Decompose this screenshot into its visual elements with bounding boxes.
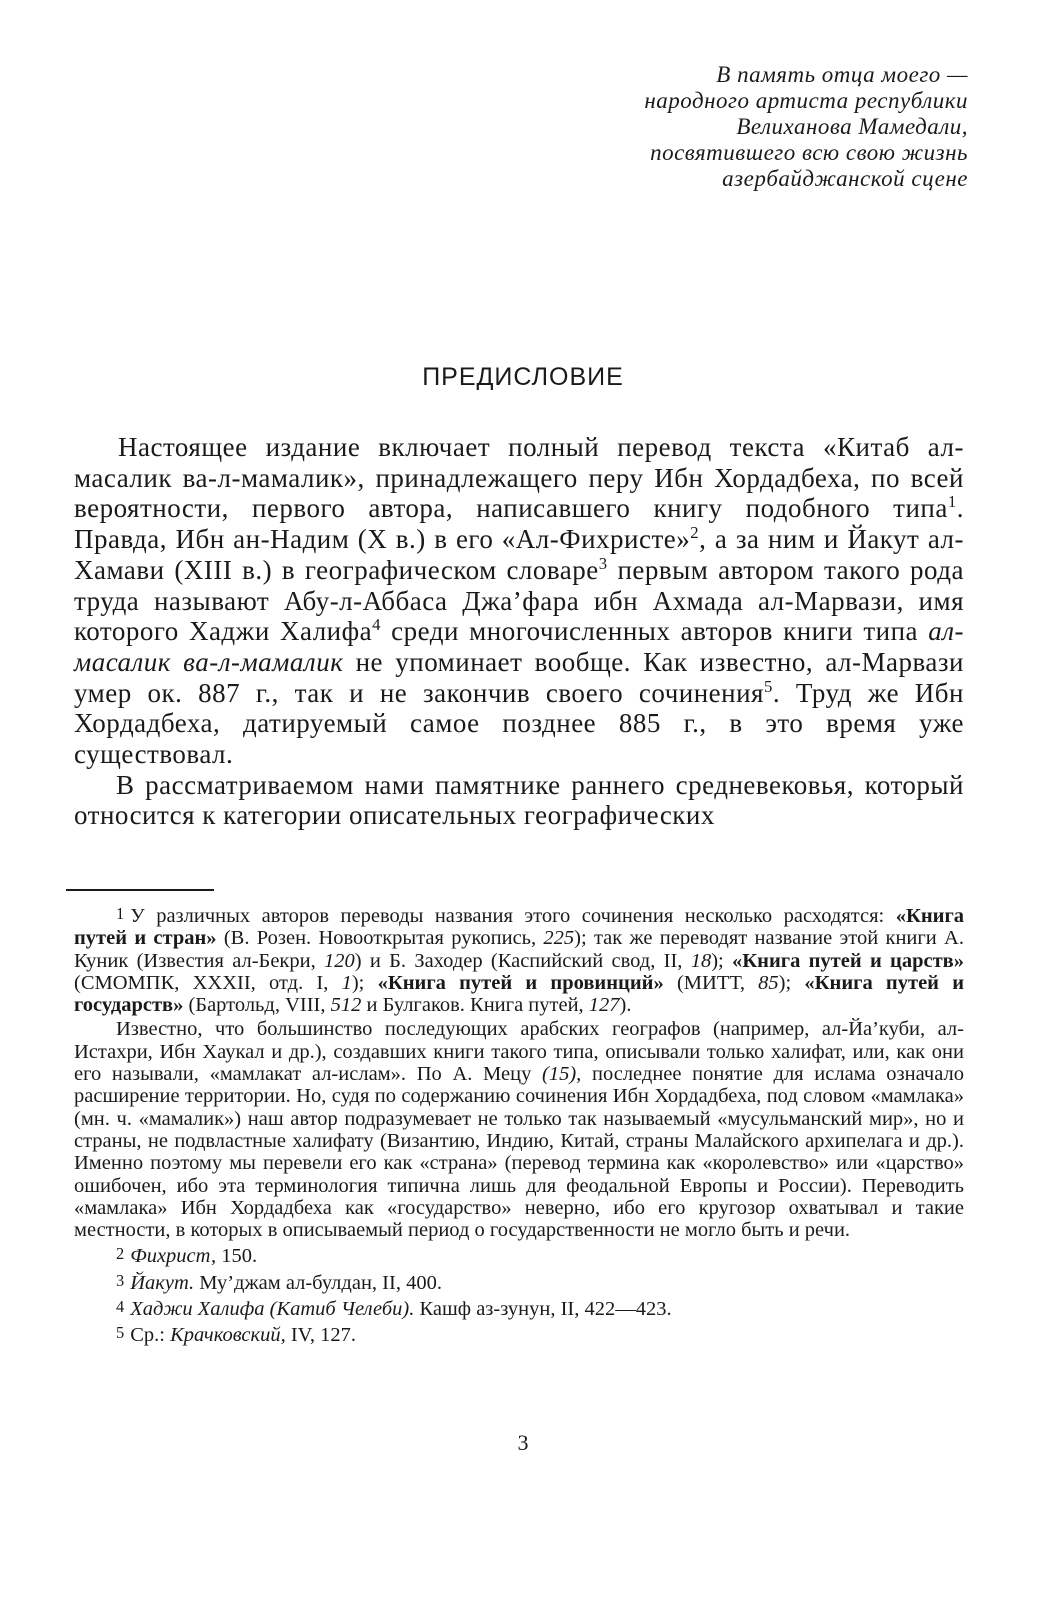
text-run: первым автором такого рода труда называют Абу-л-Аббаса Джа’фара ибн Ахмада ал-Марвази, имя которого Хаджи Халифа xyxy=(74,554,964,647)
text-run: среди многочисленных авторов книги типа xyxy=(380,616,929,647)
text-run: ); xyxy=(778,971,805,994)
dedication-line: посвятившего всю свою жизнь xyxy=(650,140,968,165)
footnote-1-continuation xyxy=(74,1018,964,1241)
footnote-ref-4: 4 xyxy=(372,615,381,635)
text-run: . Труд же Ибн Хордадбеха, датируемый самое позднее 885 г., в это время уже существовал. xyxy=(74,677,964,770)
bold-title: «Книга путей и государств» xyxy=(74,971,965,1017)
bold-title: «Книга путей и царств» xyxy=(732,949,964,972)
text-run: У различных авторов переводы названия этого сочинения несколько расходятся: xyxy=(130,905,896,927)
dedication-epigraph xyxy=(520,62,968,192)
text-run: ) и Б. Заходер (Каспийский свод, II, xyxy=(354,949,691,972)
italic-author: Крачковский, xyxy=(170,1324,286,1347)
footnote-number: 1 xyxy=(116,904,125,923)
footnote-ref-3: 3 xyxy=(598,553,608,573)
italic-author: Хаджи Халифа (Катиб Челеби). xyxy=(130,1298,415,1321)
footnote-number: 3 xyxy=(116,1270,125,1290)
paragraph-1 xyxy=(74,432,964,770)
text-run: (МИТТ, xyxy=(663,971,759,994)
footnotes xyxy=(74,903,964,1347)
text-run: ); так же переводят название этой книги А. Куник (Известия ал-Бекри, xyxy=(74,927,964,972)
text-run: Ср.: xyxy=(130,1324,171,1347)
text-run: , а за ним и Йакут ал-Хамави (XIII в.) в географическом словаре xyxy=(74,524,965,585)
dedication-line: азербайджанской сцене xyxy=(722,166,968,191)
italic-ref: 225 xyxy=(543,927,575,950)
italic-ref: 18 xyxy=(690,949,712,972)
text-run: (В. Розен. Новооткрытая рукопись, xyxy=(216,927,544,950)
italic-ref: 120 xyxy=(324,949,355,972)
text-run: 150. xyxy=(216,1245,258,1268)
italic-ref: (15), xyxy=(542,1063,582,1086)
italic-author: Фихрист, xyxy=(130,1245,217,1268)
footnote-divider xyxy=(66,889,214,891)
italic-ref: 512 xyxy=(330,994,362,1017)
text-run: Кашф аз-зунун, II, 422—423. xyxy=(414,1298,672,1321)
text-run: Известно, что большинство последующих арабских географов (например, ал-Йа’куби, ал-Истахри, Ибн Хаукал и др.), создавших книги такого типа, описывали только халифат, или, как они его называли, «мамлакат ал-ислам». По А. Мецу xyxy=(74,1018,964,1086)
italic-author: Йакут. xyxy=(130,1271,195,1294)
footnote-ref-2: 2 xyxy=(690,523,700,543)
italic-ref: 85 xyxy=(758,971,779,994)
bold-title: «Книга путей и стран» xyxy=(74,905,964,950)
text-run: ); xyxy=(711,949,733,972)
text-run: и Булгаков. Книга путей, xyxy=(361,994,589,1017)
section-heading: ПРЕДИСЛОВИЕ xyxy=(422,363,624,391)
footnote-4 xyxy=(74,1296,964,1320)
footnote-3 xyxy=(74,1270,964,1294)
text-run: последнее понятие для ислама означало расширение территории. Но, судя по содержанию сочинения Ибн Хордадбеха, под словом «мамлака» (мн. ч. «мамалик») наш автор подразумевает не только так называемый «мусульманский мир», но и страны, не подвластные халифату (Византию, Индию, Китай, страны Малайского архипелага и др.). Именно поэтому мы перевели его как «страна» (перевод термина как «королевство» или «царство» ошибочен, ибо эта терминология типична лишь для феодальной Европы и России). Переводить «мамлака» Ибн Хордадбеха как «государство» неверно, ибо его кругозор охватывал и такие местности, в которых в описываемый период о государственности не могло быть и речи. xyxy=(74,1063,964,1242)
paragraph-2: В рассматриваемом нами памятнике раннего средневековья, который относится к категории описательных географических xyxy=(74,769,964,831)
footnote-2 xyxy=(74,1243,964,1267)
footnote-ref-1: 1 xyxy=(947,492,957,512)
bold-title: «Книга путей и провинций» xyxy=(377,971,664,994)
text-run: . Правда, Ибн ан-Надим (X в.) в его «Ал-Фихристе» xyxy=(74,493,964,555)
footnote-1 xyxy=(74,903,964,1016)
main-text xyxy=(74,432,964,831)
footnote-5 xyxy=(74,1322,964,1346)
text-run: ); xyxy=(351,971,378,994)
dedication-line: Велиханова Мамедали, xyxy=(736,114,968,139)
footnote-number: 2 xyxy=(116,1244,125,1264)
text-run: не упоминает вообще. Как известно, ал-Марвази умер ок. 887 г., так и не закончив своего сочинения xyxy=(74,646,964,708)
text-run: ). xyxy=(619,994,632,1017)
italic-ref: 1 xyxy=(341,971,352,994)
text-run: Му’джам ал-булдан, II, 400. xyxy=(194,1271,442,1294)
footnote-ref-5: 5 xyxy=(763,676,773,696)
italic-term: ал-масалик ва-л-мамалик xyxy=(74,616,964,677)
text-run: IV, 127. xyxy=(285,1324,356,1347)
text-run: (Бартольд, VIII, xyxy=(183,994,331,1017)
text-run: Настоящее издание включает полный перевод текста «Китаб ал-масалик ва-л-мамалик», принадлежащего перу Ибн Хордадбеха, по всей вероятности, первого автора, написавшего книгу подобного типа xyxy=(74,432,964,524)
italic-ref: 127 xyxy=(588,994,620,1017)
dedication-line: народного артиста республики xyxy=(644,88,968,113)
page-number: 3 xyxy=(517,1430,529,1455)
text-run: (СМОМПК, XXXII, отд. I, xyxy=(74,971,342,994)
footnote-number: 5 xyxy=(116,1323,125,1343)
footnote-number: 4 xyxy=(116,1297,125,1317)
dedication-line: В память отца моего — xyxy=(716,62,968,87)
